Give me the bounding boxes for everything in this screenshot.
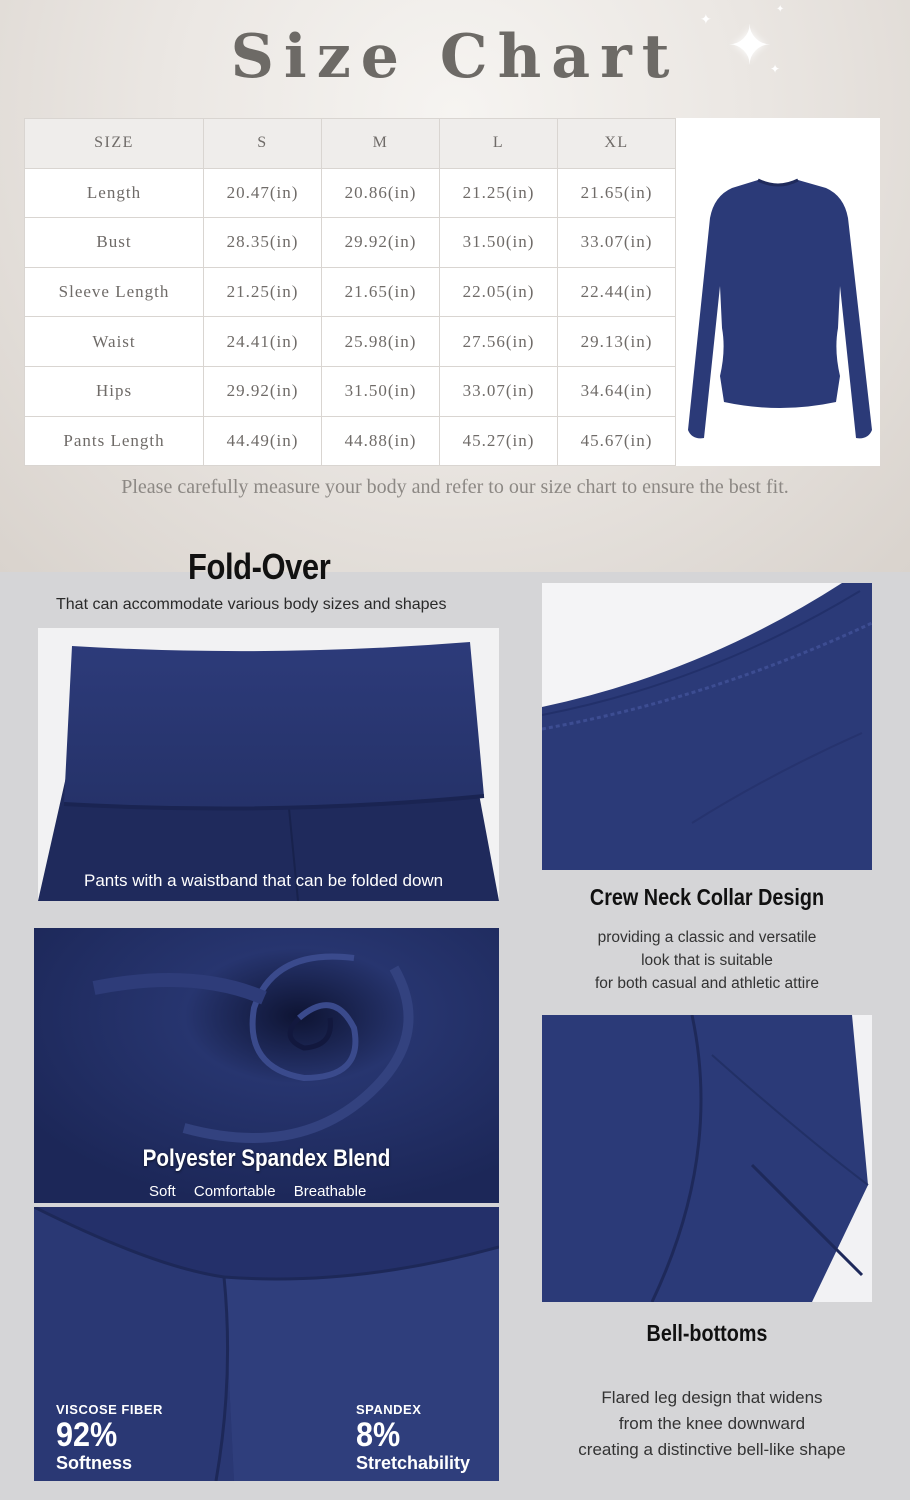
- header-cell: XL: [558, 119, 676, 169]
- table-cell: 21.65(in): [558, 168, 676, 218]
- table-cell: 20.47(in): [204, 168, 322, 218]
- sparkle-icon: ✦: [727, 14, 773, 77]
- table-cell: 21.25(in): [204, 267, 322, 317]
- size-table: [24, 118, 676, 466]
- fold-over-subtitle: That can accommodate various body sizes and shapes: [56, 596, 447, 613]
- table-cell: 29.92(in): [204, 366, 322, 416]
- row-label: Bust: [25, 218, 204, 268]
- table-cell: 20.86(in): [322, 168, 440, 218]
- size-table-header-row: [25, 119, 676, 169]
- table-cell: 28.35(in): [204, 218, 322, 268]
- composition-percent: 8%: [356, 1416, 401, 1454]
- fabric-blend-title: Polyester Spandex Blend: [142, 1145, 391, 1172]
- bell-bottoms-description: [542, 1385, 882, 1463]
- table-cell: 34.64(in): [558, 366, 676, 416]
- composition-spandex: [356, 1402, 470, 1474]
- bell-bottoms-line: creating a distinctive bell-like shape: [578, 1440, 846, 1459]
- row-label: Length: [25, 168, 204, 218]
- table-row: [25, 317, 676, 367]
- sparkle-icon: ✦: [776, 4, 785, 15]
- composition-name: SPANDEX: [356, 1402, 422, 1417]
- row-label: Pants Length: [25, 416, 204, 466]
- table-cell: 25.98(in): [322, 317, 440, 367]
- size-chart-note: Please carefully measure your body and refer to our size chart to ensure the best fit.: [121, 476, 789, 498]
- table-cell: 33.07(in): [440, 366, 558, 416]
- table-cell: 22.44(in): [558, 267, 676, 317]
- composition-quality: Stretchability: [356, 1453, 471, 1473]
- table-cell: 44.49(in): [204, 416, 322, 466]
- composition-viscose: [56, 1402, 163, 1474]
- bell-bottoms-line: from the knee downward: [618, 1414, 806, 1433]
- composition-percent: 92%: [56, 1416, 118, 1454]
- table-cell: 44.88(in): [322, 416, 440, 466]
- bell-bottoms-line: Flared leg design that widens: [601, 1388, 823, 1407]
- shirt-image: [676, 118, 880, 466]
- row-label: Sleeve Length: [25, 267, 204, 317]
- table-cell: 22.05(in): [440, 267, 558, 317]
- header-cell: M: [322, 119, 440, 169]
- table-row: [25, 218, 676, 268]
- fold-over-caption: Pants with a waistband that can be folded down: [84, 871, 444, 890]
- crew-neck-line: providing a classic and versatile: [597, 929, 817, 946]
- table-cell: 21.25(in): [440, 168, 558, 218]
- table-cell: 45.27(in): [440, 416, 558, 466]
- fabric-feature: Comfortable: [193, 1183, 276, 1200]
- table-cell: 31.50(in): [322, 366, 440, 416]
- row-label: Hips: [25, 366, 204, 416]
- composition-name: VISCOSE FIBER: [56, 1402, 163, 1417]
- table-cell: 21.65(in): [322, 267, 440, 317]
- crew-neck-title: Crew Neck Collar Design: [589, 884, 825, 910]
- table-cell: 31.50(in): [440, 218, 558, 268]
- header-cell: L: [440, 119, 558, 169]
- row-label: Waist: [25, 317, 204, 367]
- composition-quality: Softness: [56, 1453, 133, 1473]
- table-row: [25, 267, 676, 317]
- table-row: [25, 366, 676, 416]
- crew-neck-line: look that is suitable: [641, 952, 773, 969]
- bell-bottoms-title: Bell-bottoms: [646, 1320, 768, 1346]
- table-cell: 29.92(in): [322, 218, 440, 268]
- crew-neck-image: [542, 583, 872, 870]
- sparkle-icon: ✦: [770, 62, 781, 76]
- size-chart-section: [0, 0, 910, 572]
- fabric-feature: Breathable: [293, 1183, 367, 1200]
- table-cell: 24.41(in): [204, 317, 322, 367]
- fabric-feature: Soft: [149, 1183, 176, 1200]
- fabric-features: [149, 1183, 380, 1200]
- table-cell: 33.07(in): [558, 218, 676, 268]
- fold-over-title: Fold-Over: [188, 546, 331, 587]
- fold-over-waistband-image: [38, 628, 499, 901]
- table-cell: 27.56(in): [440, 317, 558, 367]
- crew-neck-line: for both casual and athletic attire: [594, 975, 820, 992]
- table-cell: 45.67(in): [558, 416, 676, 466]
- table-row: [25, 168, 676, 218]
- bell-bottoms-image: [542, 1015, 872, 1302]
- table-row: [25, 416, 676, 466]
- header-cell: S: [204, 119, 322, 169]
- size-chart-title: Size Chart: [230, 22, 680, 92]
- header-cell: SIZE: [25, 119, 204, 169]
- sparkle-icon: ✦: [700, 12, 712, 28]
- crew-neck-description: [542, 926, 872, 995]
- table-cell: 29.13(in): [558, 317, 676, 367]
